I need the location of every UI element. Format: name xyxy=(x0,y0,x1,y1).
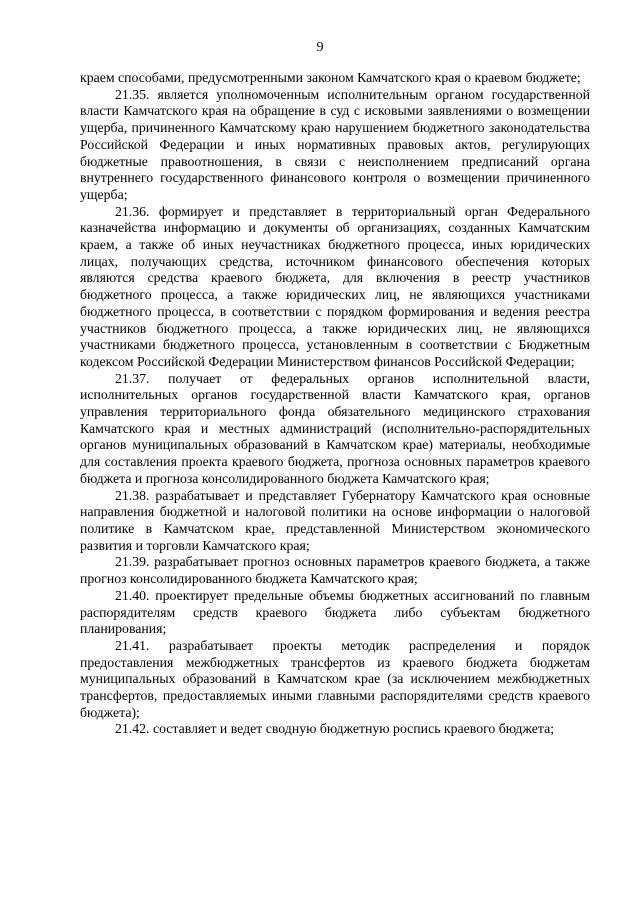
paragraph-21-40: 21.40. проектирует предельные объемы бюджетных ассигнований по главным распорядителям средств краевого бюджета либо субъектам бюджетного планирования; xyxy=(80,587,590,637)
document-body xyxy=(80,70,590,738)
paragraph-21-37: 21.37. получает от федеральных органов исполнительной власти, исполнительных органов государственной власти Камчатского края, органов управления территориального фонда обязательного медицинского страхования Камчатского края и местных администраций (исполнительно-распорядительных органов муниципальных образований в Камчатском крае) материалы, необходимые для составления проекта краевого бюджета, прогноза основных параметров краевого бюджета и прогноза консолидированного бюджета Камчатского края; xyxy=(80,370,590,486)
paragraph-21-41: 21.41. разрабатывает проекты методик распределения и порядок предоставления межбюджетных трансфертов из краевого бюджета бюджетам муниципальных образований в Камчатском крае (за исключением межбюджетных трансфертов, предоставляемых иными главными распорядителями средств краевого бюджета); xyxy=(80,637,590,720)
paragraph-continuation: краем способами, предусмотренными законом Камчатского края о краевом бюджете; xyxy=(80,70,581,85)
paragraph-21-38: 21.38. разрабатывает и представляет Губернатору Камчатского края основные направления бюджетной и налоговой политики на основе информации о налоговой политике в Камчатском крае, представленной Министерством экономического развития и торговли Камчатского края; xyxy=(80,487,590,553)
paragraph-21-42: 21.42. составляет и ведет сводную бюджетную роспись краевого бюджета; xyxy=(115,721,555,737)
paragraph-21-35: 21.35. является уполномоченным исполнительным органом государственной власти Камчатского края на обращение в суд с исковыми заявлениями о возмещении ущерба, причиненного Камчатскому краю нарушением бюджетного законодательства Российской Федерации и иных нормативных правовых актов, регулирующих бюджетные правоотношения, в связи с неисполнением предписаний органа внутреннего государственного финансового контроля о возмещении причиненного ущерба; xyxy=(80,86,590,202)
page-number: 9 xyxy=(316,40,324,55)
paragraph-21-39: 21.39. разрабатывает прогноз основных параметров краевого бюджета, а также прогноз консолидированного бюджета Камчатского края; xyxy=(80,554,590,587)
paragraph-21-36: 21.36. формирует и представляет в территориальный орган Федерального казначейства информацию и документы об организациях, созданных Камчатским краем, а также об иных неучастниках бюджетного процесса, иных юридических лицах, получающих средства, источником финансового обеспечения которых являются средства краевого бюджета, для включения в реестр участников бюджетного процесса, а также юридических лиц, не являющихся участниками бюджетного процесса, в соответствии с порядком формирования и ведения реестра участников бюджетного процесса, а также юридических лиц, не являющихся участниками бюджетного процесса, установленным в соответствии с Бюджетным кодексом Российской Федерации Министерством финансов Российской Федерации; xyxy=(80,203,590,369)
